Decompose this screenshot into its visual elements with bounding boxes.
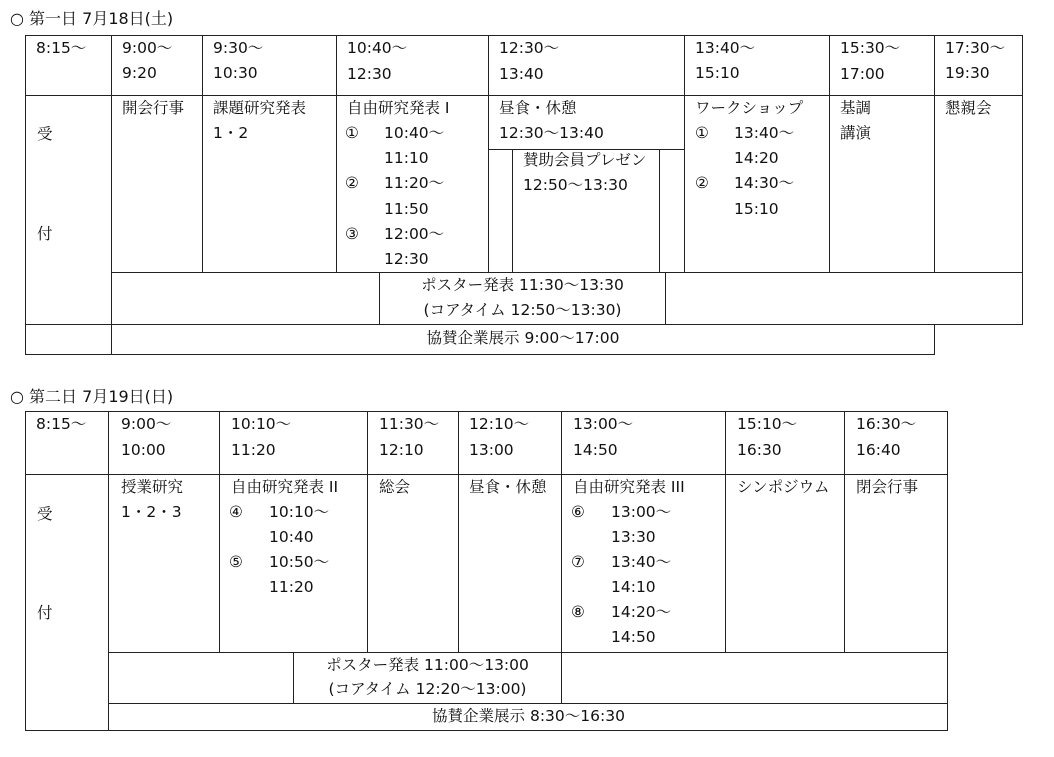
presentation-event: 賛助会員プレゼン: [523, 151, 647, 169]
day2-reception-label: 受: [37, 505, 53, 523]
day2-col-line: [725, 411, 726, 653]
day2-col-line: [458, 411, 459, 653]
day2-reception-divider: [108, 411, 109, 731]
day2-poster-title: ポスター発表 11:00～13:00: [326, 656, 529, 674]
day1-poster-coretime: (コアタイム 12:50～13:30): [423, 301, 622, 319]
slot-time-end: 13:40: [499, 65, 544, 83]
slot-time-start: 10:10～: [231, 415, 292, 433]
slot-event: 講演: [840, 124, 872, 142]
slot-event: 課題研究発表: [213, 99, 307, 117]
day2-poster-right: [561, 652, 562, 704]
session-start: 13:40～: [734, 124, 795, 142]
session-start: 10:50～: [269, 553, 330, 571]
slot-time-start: 16:30～: [856, 415, 917, 433]
session-number: ②: [695, 174, 709, 192]
day1-col-line: [934, 35, 935, 273]
day1-bottom-line: [25, 354, 935, 355]
slot-event: 総会: [379, 478, 411, 496]
slot-time-start: 12:10～: [469, 415, 530, 433]
day1-reception-label: 付: [37, 225, 53, 243]
slot-time-end: 15:10: [695, 64, 740, 82]
day1-poster-title: ポスター発表 11:30～13:30: [421, 276, 624, 294]
slot-time-end: 11:20: [231, 441, 276, 459]
slot-time-end: 19:30: [945, 64, 990, 82]
slot-time-start: 15:10～: [737, 415, 798, 433]
session-end: 14:20: [734, 149, 779, 167]
day1-col-line: [829, 35, 830, 273]
slot-time-start: 13:40～: [695, 39, 756, 57]
day2-col-line: [219, 411, 220, 653]
session-start: 14:30～: [734, 174, 795, 192]
slot-event-time: 12:30～13:40: [499, 124, 604, 142]
slot-time-start: 17:30～: [945, 39, 1006, 57]
session-start: 13:00～: [611, 503, 672, 521]
slot-time-end: 14:50: [573, 441, 618, 459]
slot-time-start: 11:30～: [379, 415, 440, 433]
session-end: 10:40: [269, 528, 314, 546]
session-end: 11:50: [384, 200, 429, 218]
session-end: 14:10: [611, 578, 656, 596]
day1-poster-right: [665, 272, 666, 325]
session-end: 13:30: [611, 528, 656, 546]
day2-exhibition: 協賛企業展示 8:30～16:30: [432, 707, 625, 725]
slot-time-end: 16:40: [856, 441, 901, 459]
session-end: 11:10: [384, 149, 429, 167]
slot-time-end: 16:30: [737, 441, 782, 459]
slot-event: 自由研究発表 I: [347, 99, 450, 117]
day2-col-line: [844, 411, 845, 653]
slot-time-end: 10:00: [121, 441, 166, 459]
slot-time-start: 9:00～: [121, 415, 172, 433]
session-start: 12:00～: [384, 225, 445, 243]
session-number: ①: [695, 124, 709, 142]
session-number: ③: [345, 225, 359, 243]
slot-time-start: 12:30～: [499, 39, 560, 57]
slot-time-start: 9:00～: [122, 39, 173, 57]
slot-time-start: 13:00～: [573, 415, 634, 433]
session-start: 14:20～: [611, 603, 672, 621]
day1-col-line: [202, 35, 203, 273]
slot-time-end: 10:30: [213, 64, 258, 82]
day2-poster-coretime: (コアタイム 12:20～13:00): [328, 680, 527, 698]
day1-exhibit-right: [934, 324, 935, 355]
slot-event: 懇親会: [945, 99, 992, 117]
session-number: ⑧: [571, 603, 585, 621]
slot-event: シンポジウム: [737, 478, 830, 496]
day1-col-line: [488, 35, 489, 273]
session-start: 10:40～: [384, 124, 445, 142]
day2-reception-label: 付: [37, 604, 53, 622]
session-number: ⑦: [571, 553, 585, 571]
slot-event: 閉会行事: [856, 478, 919, 496]
day1-col-line: [336, 35, 337, 273]
day1-reception-label: 受: [37, 125, 53, 143]
session-number: ④: [229, 503, 243, 521]
slot-time-end: 9:20: [122, 64, 157, 82]
slot-event: 開会行事: [122, 99, 185, 117]
day1-exhibition: 協賛企業展示 9:00～17:00: [426, 329, 620, 347]
slot-time-start: 15:30～: [840, 39, 901, 57]
session-number: ⑤: [229, 553, 243, 571]
presentation-time: 12:50～13:30: [523, 176, 628, 194]
slot-event: 自由研究発表 II: [231, 478, 339, 496]
day2-reception-time: 8:15～: [36, 415, 87, 433]
session-start: 13:40～: [611, 553, 672, 571]
day1-presen-left: [512, 149, 513, 273]
slot-event-sub: 1・2: [213, 124, 249, 142]
slot-time-start: 10:40～: [347, 39, 408, 57]
slot-event: 昼食・休憩: [499, 99, 577, 117]
day2-heading: ○ 第二日 7月19日(日): [10, 387, 174, 406]
day1-col-line: [684, 35, 685, 273]
session-start: 10:10～: [269, 503, 330, 521]
session-end: 11:20: [269, 578, 314, 596]
day1-presen-right: [659, 149, 660, 273]
slot-event-sub: 1・2・3: [121, 503, 182, 521]
session-number: ②: [345, 174, 359, 192]
day1-heading: ○ 第一日 7月18日(土): [10, 9, 174, 28]
slot-time-end: 12:30: [347, 65, 392, 83]
slot-event: 昼食・休憩: [469, 478, 547, 496]
day2-col-line: [561, 411, 562, 653]
slot-event: 基調: [840, 99, 872, 117]
session-end: 14:50: [611, 628, 656, 646]
session-number: ⑥: [571, 503, 585, 521]
session-number: ①: [345, 124, 359, 142]
slot-event: 自由研究発表 III: [573, 478, 685, 496]
day2-col-line: [367, 411, 368, 653]
slot-event: 授業研究: [121, 478, 184, 496]
session-end: 12:30: [384, 250, 429, 268]
session-end: 15:10: [734, 200, 779, 218]
slot-time-end: 13:00: [469, 441, 514, 459]
slot-time-start: 9:30～: [213, 39, 264, 57]
day1-reception-divider: [111, 35, 112, 355]
slot-time-end: 17:00: [840, 65, 885, 83]
slot-event: ワークショップ: [695, 99, 804, 117]
day1-left-extend: [25, 324, 26, 355]
slot-time-end: 12:10: [379, 441, 424, 459]
session-start: 11:20～: [384, 174, 445, 192]
day1-reception-time: 8:15～: [36, 39, 87, 57]
